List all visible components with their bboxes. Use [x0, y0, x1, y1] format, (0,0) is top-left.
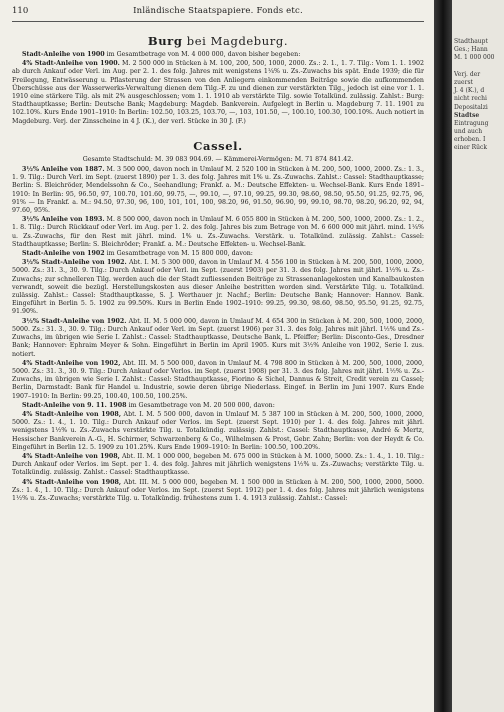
fragment-line: Ges.; Hann	[454, 46, 488, 54]
paragraph-text: Abt. III. M. 5 500 000, davon in Umlauf M. 4 798 800 in Stücken à M. 200, 500, 1000, 2000, 5000. Zs.: 31. 3., 30. 9. Tilg.: Durch Ankauf oder Verlos. im Sept. (zuerst 1908) per 31. 3. des folg. Jahres mit jährl. 1½% u. Zs.-Zuwachs, im übrigen wie Serie I. Zahlst.: Cassel: Stadthauptkasse, Fiorino & Sichel, Dannus & Streit, Credit verein zu Cassel; Berlin, Darmstadt: Bank für Handel u. Industrie, sowie deren übrige Niederlass. Eingef. in Berlin im Juni 1907. Kurs Ende 1907–1910: In Berlin: 99.25, 100.40, 100.50, 100.25%.	[12, 359, 424, 400]
paragraph-text: im Gesamtbetrage von M. 15 800 000, davon:	[104, 250, 253, 258]
paragraph	[12, 60, 424, 126]
paragraph-text: im Gesamtbetrage von M. 20 500 000, davon:	[126, 401, 275, 409]
section-subtitle: Gesamte Stadtschuld: M. 39 083 904.69. — Kämmerei-Vermögen: M. 71 874 841.42.	[82, 155, 354, 163]
paragraph-text: M. 2 500 000 in Stücken à M. 100, 200, 500, 1000, 2000. Zs.: 2. 1., 1. 7. Tilg.: Vom 1. 1. 1902 ab durch Ankauf oder Verl. im Aug. per 2. 1. des folg. Jahres mit wenigstens 1¼% u. Zs.-Zuwachs bis spät. Ende 1939; die für Freilegung, Entwässerung u. Pflasterung der Strassen von den Anliegern einkommenden Beiträge sowie die aufkommenden Überschüsse aus der Wasserwerks-Verwaltung dienen dem Tilg.-F. zu und dienen zur verstärkten Tilg., jedoch ist eine vor 1. 1. 1910 eine stärkere Tilg. als mit 2% ausgeschlossen; vom 1. 1. 1910 ab verstärkte Tilg. sowie Totalkünd. zulässig. Zahlst.: Burg: Stadthauptkasse; Berlin: Deutsche Bank; Magdeburg: Magdeb. Bankverein. Aufgelegt in Berlin u. Magdeburg 7. 11. 1901 zu 102.10%. Kurs Ende 1901–1910: In Berlin: 102.50, 103.25, 103.70, —, 103, 101.50, —, 100.10, 100.30, 100.10%. Auch notiert in Magdeburg. Verj. der Zinsscheine in 4 J. (K.), der verl. Stücke in 30 J. (F.)	[12, 60, 424, 125]
city-name: Cassel.	[193, 138, 243, 153]
section-spacer	[12, 127, 424, 135]
document-page-right	[452, 0, 504, 712]
fragment-line: zuerst	[454, 78, 473, 86]
paragraph	[12, 453, 424, 478]
fragment-line: einer Rück	[454, 144, 488, 152]
paragraph-lead: Stadt-Anleihe von 1900	[22, 51, 105, 58]
fragment-line: und auch	[454, 128, 483, 136]
fragment-line: Verj. der	[454, 70, 481, 78]
fragment-line: Stadthaupt	[454, 38, 488, 45]
section-title-cassel	[12, 139, 424, 153]
book-gutter	[434, 0, 452, 712]
paragraph-lead: 4% Stadt-Anleihe von 1908,	[22, 410, 122, 418]
paragraph	[12, 318, 424, 359]
page-header	[12, 6, 424, 20]
city-name: Burg	[147, 34, 183, 48]
paragraph-lead: 4% Stadt-Anleihe von 1908,	[22, 478, 122, 486]
fragment-line: J. 4 (K.), d	[454, 87, 485, 95]
paragraph	[12, 402, 424, 410]
paragraph	[12, 250, 424, 258]
paragraph-text: Abt. I. M. 5 300 000, davon in Umlauf M. 4 556 100 in Stücken à M. 200, 500, 1000, 2000, 5000. Zs.: 31. 3., 30. 9. Tilg.: Durch Ankauf oder Verl. im Sept. (zuerst 1903) per 31. 3. des folg. Jahres mit jährl. 1½% u. Zs.-Zuwachs; zur schnelleren Tilg. werden auch die der Stadt zufliessenden Beiträge zu Strassenanlagekosten und Kanalbaukosten verwandt, soweit die bezügl. Herstellungskosten aus dieser Anleihe bestritten worden sind. Verstärkte Tilg. u. Totalkünd. zulässig. Zahlst.: Cassel: Stadthauptkasse, S. J. Werthauer jr. Nachf.; Berlin: Deutsche Bank; Hannover: Hannov. Bank. Eingeführt in Berlin 5. 5. 1902 zu 99.50%. Kurs in Berlin Ende 1902–1910: 99.25, 99.30, 98.60, 98.50, 95.50, 91.25, 92.75, 91.90%.	[12, 259, 425, 316]
paragraph-text: Abt. II. M. 1 000 000, begeben M. 675 000 in Stücken à M. 1000, 5000. Zs.: 1. 4., 1. 10. Tilg.: Durch Ankauf oder Verlos. im Sept. per 1. 4. des folg. Jahres mit jährlich wenigstens 1½% u. Zs.-Zuwachs; verstärkte Tilg. u. Totalkündig. zulässig. Zahlst.: Cassel: Stadthauptkasse.	[12, 452, 424, 477]
running-title: Inländische Staatspapiere. Fonds etc.	[133, 6, 303, 16]
adjacent-page-text	[454, 38, 504, 153]
page-content	[12, 30, 424, 504]
paragraph	[12, 411, 424, 452]
paragraph	[12, 216, 424, 249]
paragraph-lead: 3½% Stadt-Anleihe von 1902.	[22, 317, 127, 325]
paragraph-lead: Stadt-Anleihe von 1902	[22, 250, 105, 258]
fragment-line: Depositalzi	[454, 103, 488, 111]
paragraph	[12, 51, 424, 59]
paragraph-lead: 3½% Anleihe von 1887.	[22, 166, 105, 174]
paragraph-lead: 4% Stadt-Anleihe von 1902,	[22, 359, 121, 367]
fragment-line: erhoben. I	[454, 136, 486, 144]
paragraph-lead: 4% Stadt-Anleihe von 1900.	[22, 60, 120, 68]
header-rule	[12, 21, 424, 22]
page-number: 110	[12, 6, 29, 16]
paragraph	[12, 479, 424, 504]
paragraph-text: Abt. I. M. 5 500 000, davon in Umlauf M. 5 387 100 in Stücken à M. 200, 500, 1000, 2000, 5000. Zs.: 1. 4., 1. 10. Tilg.: Durch Ankauf oder Verlos. im Sept. (zuerst Sept. 1910) per 1. 4. des folg. Jahres mit jährl. wenigstens 1½% u. Zs.-Zuwachs verstärkte Tilg. u. Totalkündig. zulässig. Zahlst.: Cassel: Stadthauptkasse, André & Mertz, Hessischer Bankverein A.-G., H. Schirmer, Schwarzenberg & Co., Wilhelmsen & Prost, Gebr. Zahn; Berlin: von der Heydt & Co. Eingeführt in Berlin 12. 5. 1909 zu 101.25%. Kurs Ende 1909–1910: In Berlin: 100.50, 100.20%.	[12, 410, 424, 451]
section-title-burg	[12, 34, 424, 48]
fragment-line: nicht rechi	[454, 95, 487, 103]
paragraph-text: Abt. III. M. 5 000 000, begeben M. 1 500 000 in Stücken à M. 200, 500, 1000, 2000, 5000. Zs.: 1. 4., 1. 10. Tilg.: Durch Ankauf oder Verlos. im Sept. (zuerst Sept. 1912) per 1. 4. des folg. Jahres mit jährlich wenigstens 1½% u. Zs.-Zuwachs; verstärkte Tilg. u. Totalkündig. frühestens zum 1. 4. 1913 zulässig. Zahlst.: Cassel:	[12, 478, 424, 502]
fragment-line	[454, 63, 504, 71]
paragraph	[12, 259, 424, 316]
paragraph-text: im Gesamtbetrage von M. 4 000 000, davon bisher begeben:	[104, 51, 301, 58]
paragraph-lead: 4% Stadt-Anleihe von 1908,	[22, 452, 120, 460]
paragraph-lead: Stadt-Anleihe von 9. 11. 1908	[22, 401, 127, 409]
fragment-line: Stadtse	[454, 111, 480, 119]
fragment-line: M. 1 000 000	[454, 54, 495, 62]
city-suffix: bei Magdeburg.	[186, 34, 289, 48]
paragraph	[12, 166, 424, 215]
paragraph-text: M. 8 500 000, davon noch in Umlauf M. 6 055 800 in Stücken à M. 200, 500, 1000, 2000. Zs.: 1. 2., 1. 8. Tilg.: Durch Rückkauf oder Verl. im Aug. per 1. 2. des folg. Jahres bis zum Betrage von M. 6 600 000 mit jährl. mind. 1¼% u. Zs.-Zuwachs, für den Rest mit jährl. mind. 1% u. Zs.-Zuwachs. Verstärk. u. Totalkünd. zulässig. Zahlst.: Cassel: Stadthauptkasse; Berlin: S. Bleichröder; Frankf. a. M.: Deutsche Effekten- u. Wechsel-Bank.	[12, 216, 424, 248]
paragraph-text: Abt. II. M. 5 000 000, davon in Umlauf M. 4 654 300 in Stücken à M. 200, 500, 1000, 2000, 5000. Zs.: 31. 3., 30. 9. Tilg.: Durch Ankauf oder Verl. im Sept. (zuerst 1906) per 31. 3. des folg. Jahres mit jährl. 1½% und Zs.-Zuwachs, im übrigen wie Serie I. Zahlst.: Cassel: Stadthauptkasse, Deutsche Bank, L. Pfeiffer; Berlin: Disconto-Ges., Dresdner Bank; Hannover: Ephraim Meyer & Sohn. Eingeführt in Berlin im April 1905. Kurs mit 3½% Anleihe von 1902, Serie I. zus. notiert.	[12, 317, 424, 358]
paragraph	[12, 360, 424, 401]
paragraph-text: M. 3 500 000, davon noch in Umlauf M. 2 520 100 in Stücken à M. 200, 500, 1000, 2000. Zs.: 1. 3., 1. 9. Tilg.: Durch Verl. im Sept. (zuerst 1890) per 1. 3. des folg. Jahres mit 1% u. Zs.-Zuwachs. Zahlst.: Cassel: Stadthauptkasse; Berlin: S. Bleichröder, Mendelssohn & Co., Seehandlung; Frankf. a. M.: Deutsche Effekten- u. Wechsel-Bank. Kurs Ende 1891–1910: In Berlin: 95, 96.50, 97, 100.70, 101.60, 99.75, —, 99.10, —, 97.10, 99.25, 99.30, 98.60, 98.50, 95.50, 91.25, 92.75, 96, 91% — In Frankf. a. M.: 94.50, 97.30, 96, 100, 101, 101, 100, 98.20, 96, 91.50, 96.90, 99, 99.10, 98.70, 98.20, 96.20, 92, 94, 97.60, 95%.	[12, 166, 424, 215]
paragraph-lead: 3½% Stadt-Anleihe von 1902.	[22, 259, 127, 267]
fragment-line: Eintragung	[454, 119, 489, 127]
paragraph-lead: 3½% Anleihe von 1893.	[22, 216, 105, 224]
